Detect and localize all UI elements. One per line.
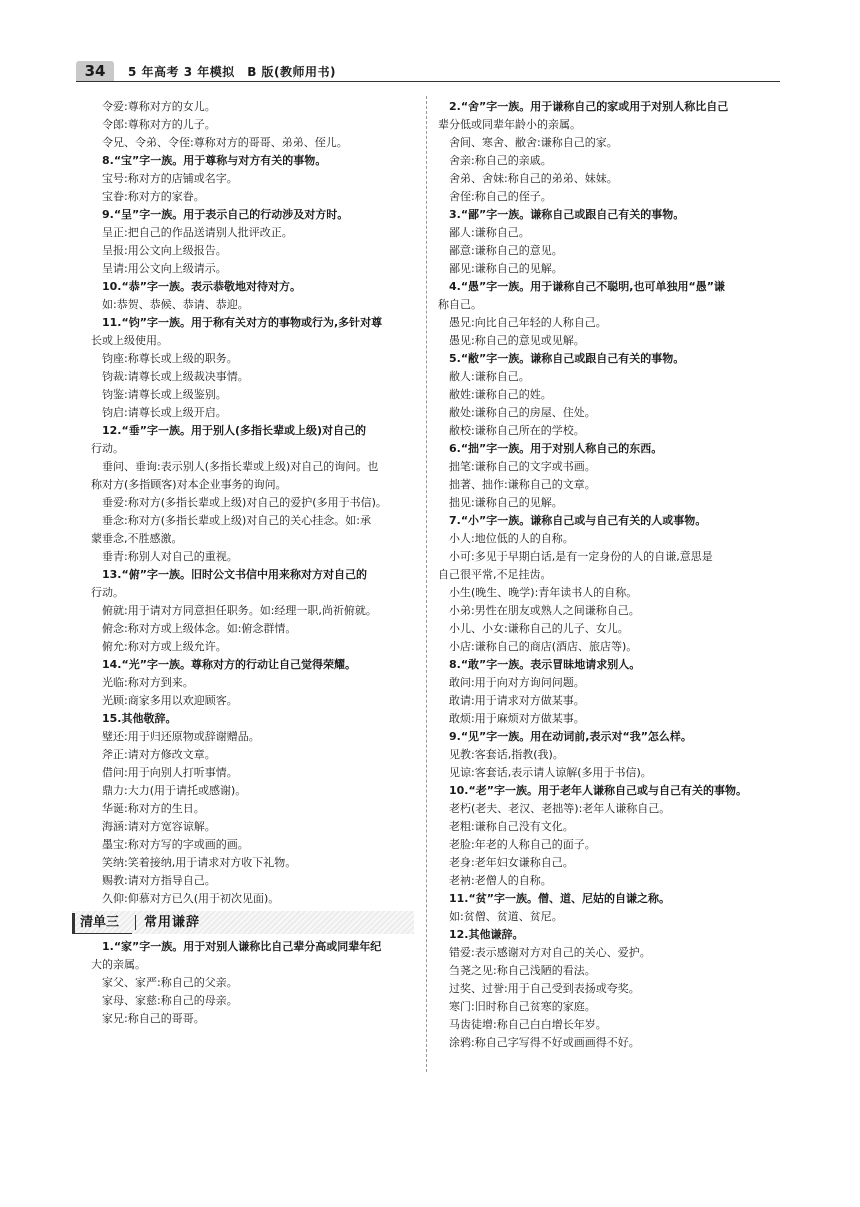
entry-heading: 15.其他敬辞。 [102, 712, 177, 725]
entry-line: 家母、家慈:称自己的母亲。 [102, 994, 238, 1007]
entry-line: 长或上级使用。 [91, 334, 168, 347]
entry-heading: 10.“恭”字一族。表示恭敬地对待对方。 [102, 280, 301, 293]
entry-line: 墨宝:称对方写的字或画的画。 [102, 838, 249, 851]
entry-line: 钧裁:请尊长或上级裁决事情。 [102, 370, 249, 383]
entry-line: 笑纳:笑着接纳,用于请求对方收下礼物。 [102, 856, 297, 869]
entry-line: 舍弟、舍妹:称自己的弟弟、妹妹。 [449, 172, 618, 185]
entry-line: 鼎力:大力(用于请托或感谢)。 [102, 784, 247, 797]
entry-line: 舍侄:称自己的侄子。 [449, 190, 552, 203]
entry-heading: 9.“见”字一族。用在动词前,表示对“我”怎么样。 [449, 730, 692, 743]
entry-line: 老脸:年老的人称自己的面子。 [449, 838, 596, 851]
entry-line: 小弟:男性在朋友或熟人之间谦称自己。 [449, 604, 640, 617]
entry-line: 舍间、寒舍、敝舍:谦称自己的家。 [449, 136, 618, 149]
entry-line: 小生(晚生、晚学):青年读书人的自称。 [449, 586, 638, 599]
entry-line: 敢烦:用于麻烦对方做某事。 [449, 712, 585, 725]
section-underline [72, 933, 132, 934]
entry-line: 小儿、小女:谦称自己的儿子、女儿。 [449, 622, 629, 635]
entry-line: 呈请:用公文向上级请示。 [102, 262, 227, 275]
entry-line: 宝号:称对方的店铺或名字。 [102, 172, 238, 185]
entry-line: 光临:称对方到来。 [102, 676, 194, 689]
entry-line: 过奖、过誉:用于自己受到表扬或夸奖。 [449, 982, 640, 995]
entry-line: 见谅:客套话,表示请人谅解(多用于书信)。 [449, 766, 652, 779]
entry-line: 家父、家严:称自己的父亲。 [102, 976, 238, 989]
entry-line: 家兄:称自己的哥哥。 [102, 1012, 205, 1025]
entry-heading: 13.“俯”字一族。旧时公文书信中用来称对方对自己的 [102, 568, 367, 581]
entry-line: 行动。 [91, 442, 124, 455]
entry-line: 愚兄:向比自己年轻的人称自己。 [449, 316, 607, 329]
entry-line: 敝处:谦称自己的房屋、住处。 [449, 406, 596, 419]
entry-line: 行动。 [91, 586, 124, 599]
entry-line: 大的亲属。 [91, 958, 146, 971]
entry-line: 拙见:谦称自己的见解。 [449, 496, 563, 509]
entry-heading: 5.“敝”字一族。谦称自己或跟自己有关的事物。 [449, 352, 685, 365]
entry-line: 宝眷:称对方的家眷。 [102, 190, 205, 203]
entry-line: 呈正:把自己的作品送请别人批评改正。 [102, 226, 293, 239]
entry-line: 鄙人:谦称自己。 [449, 226, 530, 239]
entry-line: 呈报:用公文向上级报告。 [102, 244, 227, 257]
header-rule [76, 81, 780, 82]
entry-line: 称自己。 [438, 298, 482, 311]
entry-line: 见教:客套话,指教(我)。 [449, 748, 564, 761]
entry-heading: 14.“光”字一族。尊称对方的行动让自己觉得荣耀。 [102, 658, 356, 671]
entry-line: 令兄、令弟、令侄:尊称对方的哥哥、弟弟、侄儿。 [102, 136, 348, 149]
entry-heading: 7.“小”字一族。谦称自己或与自己有关的人或事物。 [449, 514, 707, 527]
entry-line: 俯允:称对方或上级允许。 [102, 640, 227, 653]
entry-heading: 2.“舍”字一族。用于谦称自己的家或用于对别人称比自己 [449, 100, 729, 113]
page-number: 34 [76, 61, 114, 81]
entry-heading: 10.“老”字一族。用于老年人谦称自己或与自己有关的事物。 [449, 784, 747, 797]
entry-line: 愚见:称自己的意见或见解。 [449, 334, 585, 347]
section-marker [72, 913, 75, 933]
entry-line: 辈分低或同辈年龄小的亲属。 [438, 118, 581, 131]
entry-line: 马齿徒增:称自己白白增长年岁。 [449, 1018, 607, 1031]
entry-line: 寒门:旧时称自己贫寒的家庭。 [449, 1000, 596, 1013]
entry-line: 华诞:称对方的生日。 [102, 802, 205, 815]
entry-line: 如:恭贺、恭候、恭请、恭迎。 [102, 298, 249, 311]
entry-line: 久仰:仰慕对方已久(用于初次见面)。 [102, 892, 280, 905]
section-title: 常用谦辞 [144, 915, 201, 930]
entry-line: 舍亲:称自己的亲戚。 [449, 154, 552, 167]
entry-line: 小人:地位低的人的自称。 [449, 532, 574, 545]
entry-heading: 8.“敢”字一族。表示冒昧地请求别人。 [449, 658, 641, 671]
entry-line: 老身:老年妇女谦称自己。 [449, 856, 574, 869]
column-divider [426, 96, 427, 1072]
left-column [80, 98, 413, 1028]
entry-line: 令郎:尊称对方的儿子。 [102, 118, 216, 131]
section-tag: 清单三 [80, 915, 120, 930]
entry-line: 斧正:请对方修改文章。 [102, 748, 216, 761]
entry-line: 璧还:用于归还原物或辞谢赠品。 [102, 730, 260, 743]
entry-line: 拙笔:谦称自己的文字或书画。 [449, 460, 596, 473]
entry-line: 垂爱:称对方(多指长辈或上级)对自己的爱护(多用于书信)。 [102, 496, 387, 509]
right-column [438, 98, 782, 1052]
entry-line: 蒙垂念,不胜感激。 [91, 532, 183, 545]
entry-line: 如:贫僧、贫道、贫尼。 [449, 910, 563, 923]
entry-line: 老衲:老僧人的自称。 [449, 874, 552, 887]
entry-line: 敝姓:谦称自己的姓。 [449, 388, 552, 401]
entry-line: 钧启:请尊长或上级开启。 [102, 406, 227, 419]
entry-line: 敝校:谦称自己所在的学校。 [449, 424, 585, 437]
entry-line: 钧鉴:请尊长或上级鉴别。 [102, 388, 227, 401]
entry-heading: 1.“家”字一族。用于对别人谦称比自己辈分高或同辈年纪 [102, 940, 382, 953]
entry-heading: 3.“鄙”字一族。谦称自己或跟自己有关的事物。 [449, 208, 685, 221]
page-header [76, 60, 780, 82]
entry-heading: 11.“贫”字一族。僧、道、尼姑的自谦之称。 [449, 892, 670, 905]
entry-line: 敢请:用于请求对方做某事。 [449, 694, 585, 707]
entry-line: 鄙见:谦称自己的见解。 [449, 262, 563, 275]
entry-heading: 12.“垂”字一族。用于别人(多指长辈或上级)对自己的 [102, 424, 366, 437]
book-title: 5 年高考 3 年模拟 B 版(教师用书) [128, 65, 337, 79]
entry-line: 垂问、垂询:表示别人(多指长辈或上级)对自己的询问。也 [102, 460, 379, 473]
entry-line: 小店:谦称自己的商店(酒店、旅店等)。 [449, 640, 638, 653]
entry-line: 刍荛之见:称自己浅陋的看法。 [449, 964, 596, 977]
entry-line: 借问:用于向别人打听事情。 [102, 766, 238, 779]
entry-line: 拙著、拙作:谦称自己的文章。 [449, 478, 596, 491]
entry-heading: 11.“钧”字一族。用于称有关对方的事物或行为,多针对尊 [102, 316, 383, 329]
entry-line: 海涵:请对方宽容谅解。 [102, 820, 216, 833]
entry-line: 垂念:称对方(多指长辈或上级)对自己的关心挂念。如:承 [102, 514, 371, 527]
entry-line: 赐教:请对方指导自己。 [102, 874, 216, 887]
entry-heading: 8.“宝”字一族。用于尊称与对方有关的事物。 [102, 154, 327, 167]
entry-heading: 4.“愚”字一族。用于谦称自己不聪明,也可单独用“愚”谦 [449, 280, 725, 293]
section-heading [72, 911, 414, 934]
entry-line: 令爱:尊称对方的女儿。 [102, 100, 216, 113]
entry-line: 称对方(多指顾客)对本企业事务的询问。 [91, 478, 287, 491]
entry-line: 光顾:商家多用以欢迎顾客。 [102, 694, 238, 707]
entry-line: 涂鸦:称自己字写得不好或画画得不好。 [449, 1036, 640, 1049]
entry-line: 老朽(老夫、老汉、老拙等):老年人谦称自己。 [449, 802, 671, 815]
entry-heading: 12.其他谦辞。 [449, 928, 524, 941]
entry-line: 钧座:称尊长或上级的职务。 [102, 352, 238, 365]
entry-line: 俯就:用于请对方同意担任职务。如:经理一职,尚祈俯就。 [102, 604, 377, 617]
entry-line: 敢问:用于向对方询问问题。 [449, 676, 585, 689]
entry-line: 鄙意:谦称自己的意见。 [449, 244, 563, 257]
entry-line: 垂青:称别人对自己的重视。 [102, 550, 238, 563]
entry-line: 老粗:谦称自己没有文化。 [449, 820, 574, 833]
entry-heading: 6.“拙”字一族。用于对别人称自己的东西。 [449, 442, 663, 455]
entry-heading: 9.“呈”字一族。用于表示自己的行动涉及对方时。 [102, 208, 349, 221]
entry-line: 敝人:谦称自己。 [449, 370, 530, 383]
entry-line: 俯念:称对方或上级体念。如:俯念群情。 [102, 622, 297, 635]
entry-line: 错爱:表示感谢对方对自己的关心、爱护。 [449, 946, 651, 959]
section-separator [135, 915, 136, 930]
entry-line: 小可:多见于早期白话,是有一定身份的人的自谦,意思是 [449, 550, 713, 563]
entry-line: 自己很平常,不足挂齿。 [438, 568, 552, 581]
